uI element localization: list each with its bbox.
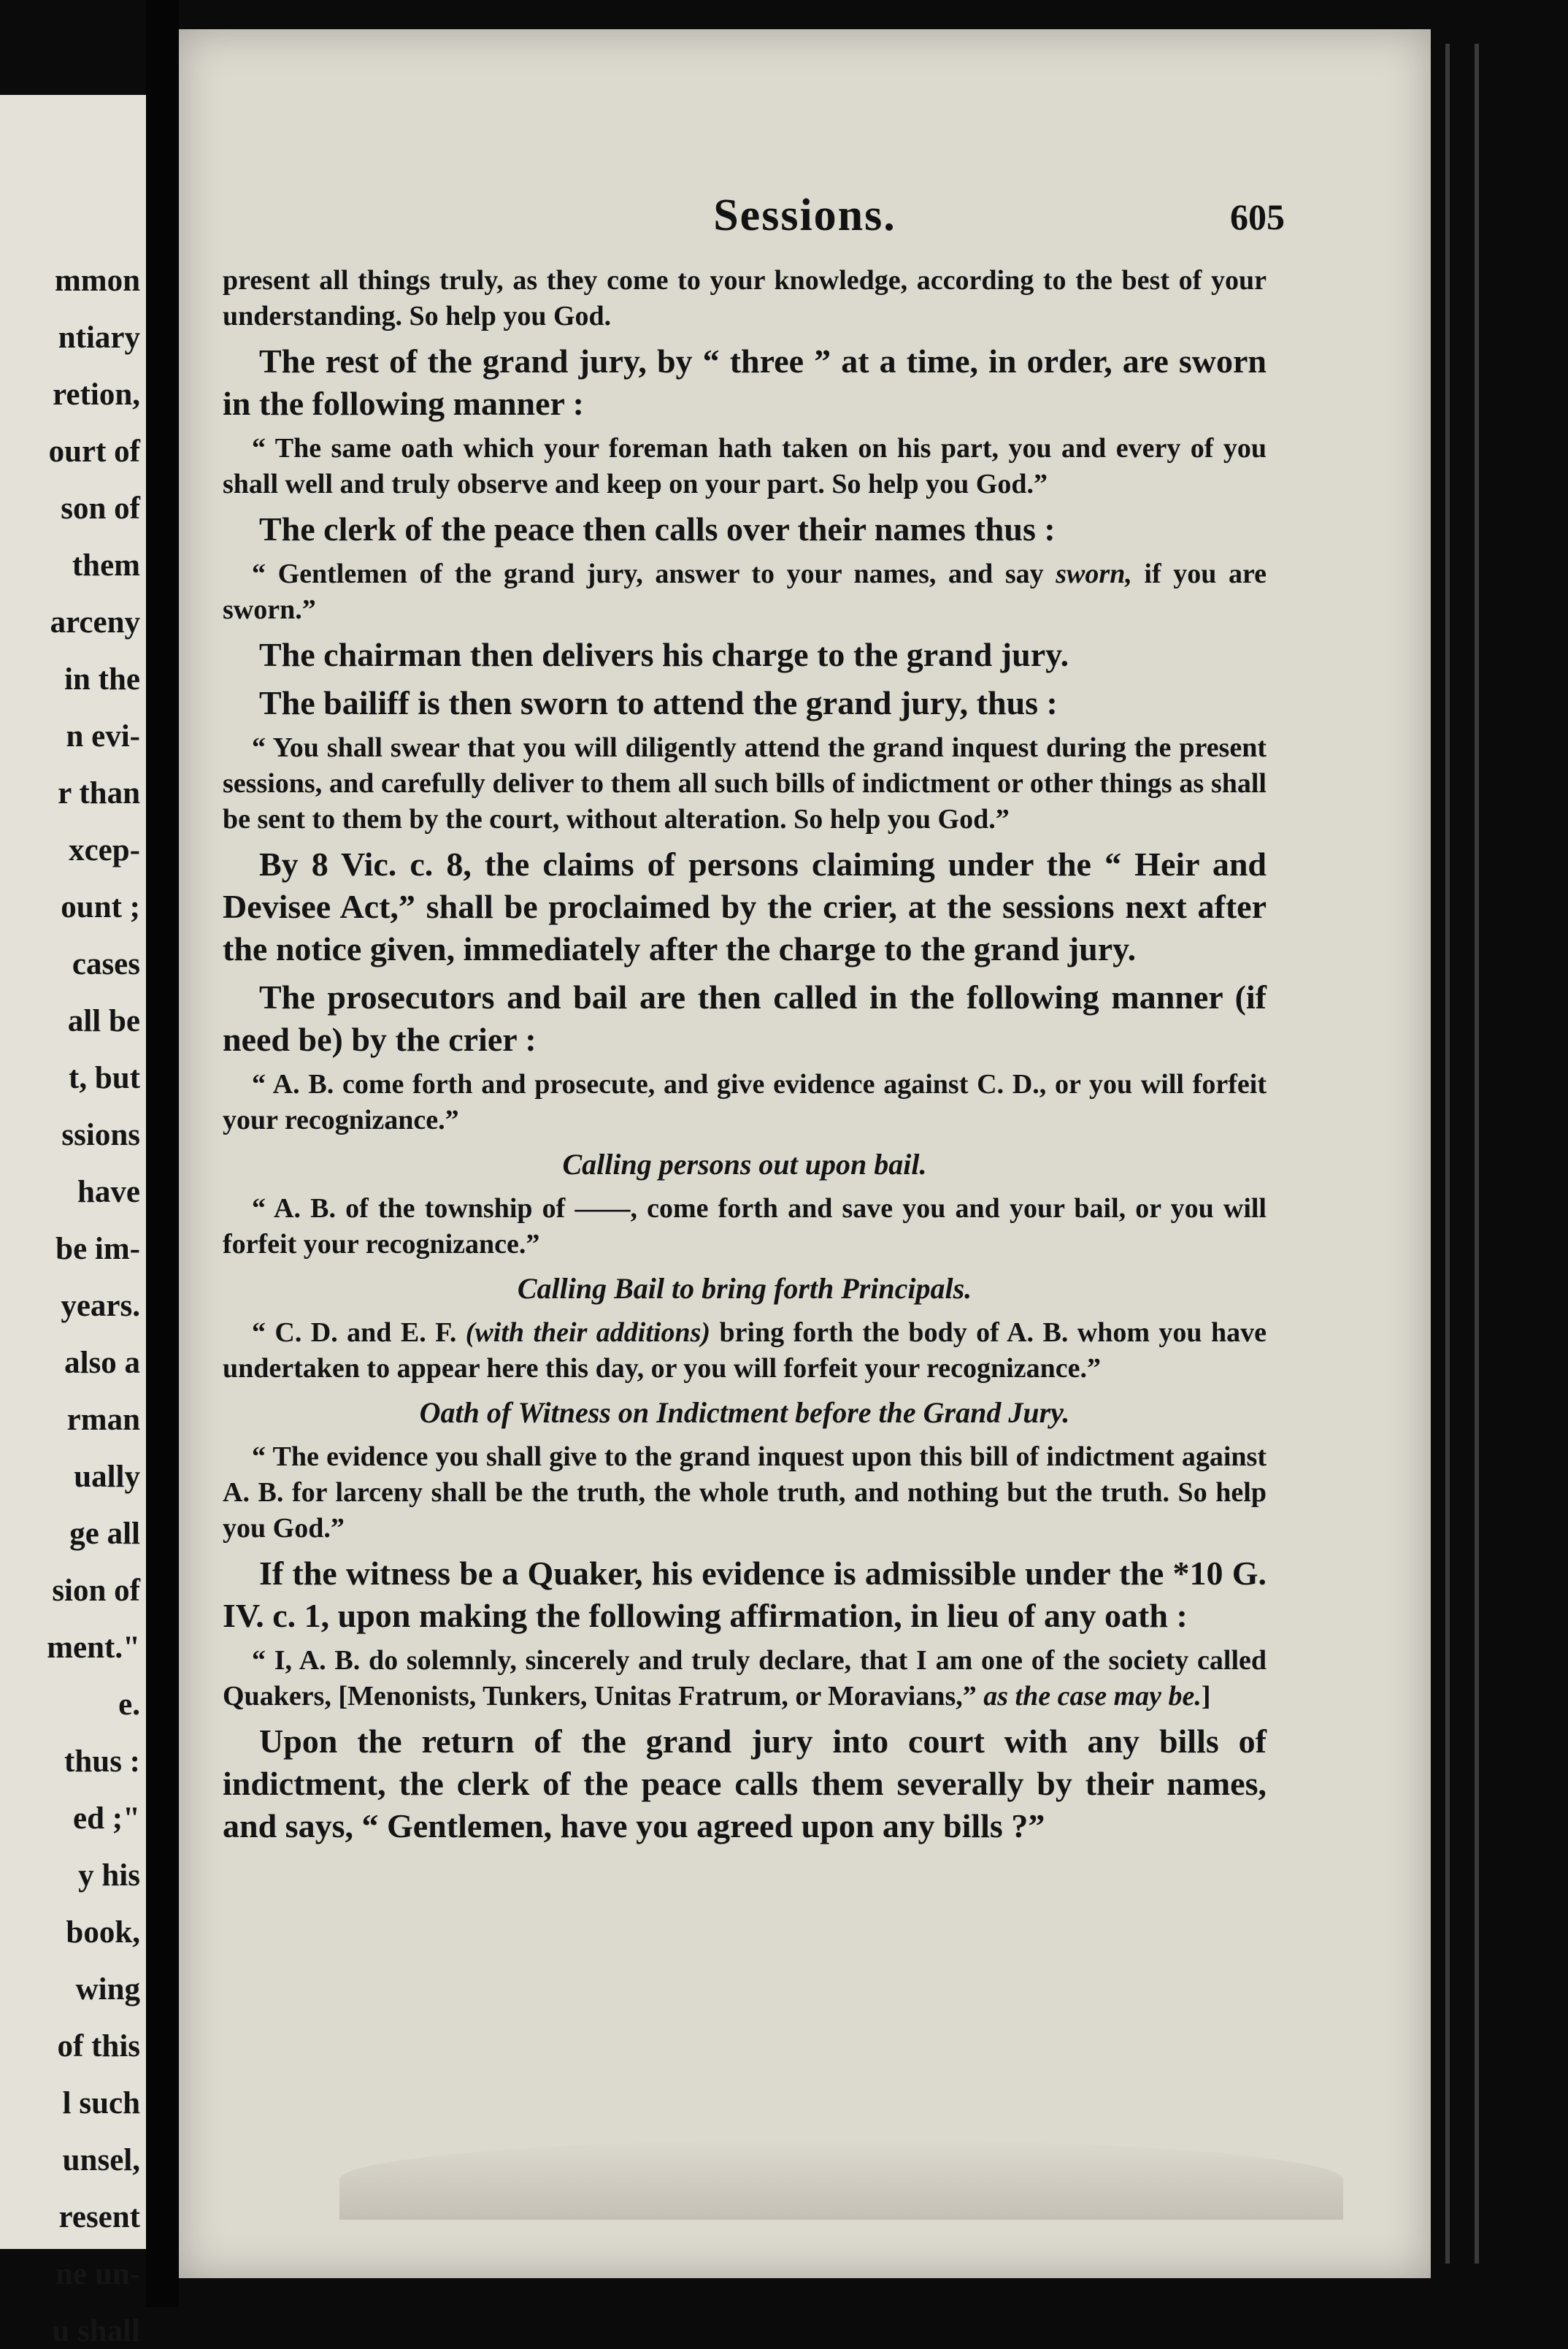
left-page-fragment: all be bbox=[67, 1004, 140, 1038]
paragraph-bailiff-oath: “ You shall swear that you will diligently attend the grand inquest during the present sessions, and carefully deliver to them all such bills of indictment or other things as shall be sent to them by the court, without alteration. So help you God.” bbox=[223, 732, 1267, 835]
left-page-fragment: ssions bbox=[61, 1118, 140, 1152]
left-page-fragment: ne un- bbox=[55, 2257, 140, 2291]
left-page-fragment: be im- bbox=[55, 1232, 140, 1266]
paragraph-bailiff-sworn: The bailiff is then sworn to attend the grand jury, thus : bbox=[259, 684, 1058, 721]
left-page-fragment: ount ; bbox=[61, 890, 140, 924]
right-page-edge bbox=[1431, 0, 1568, 2307]
page-number: 605 bbox=[1230, 196, 1285, 237]
text-column bbox=[223, 263, 1267, 1853]
right-page bbox=[179, 29, 1431, 2278]
left-page-fragment: ed ;" bbox=[73, 1801, 140, 1836]
paragraph-prosecutors-called: The prosecutors and bail are then called in the following manner (if need be) by the crier : bbox=[223, 978, 1267, 1058]
left-page-fragment: ually bbox=[74, 1460, 140, 1494]
paragraph-quaker-affirmation bbox=[223, 1643, 1267, 1714]
left-page-fragment: of this bbox=[57, 2029, 140, 2063]
left-page-fragment: also a bbox=[64, 1346, 140, 1380]
paragraph-oath-continuation: present all things truly, as they come to your knowledge, according to the best of your understanding. So help you God. bbox=[223, 265, 1267, 332]
left-page-fragment: y his bbox=[78, 1858, 140, 1893]
left-page-fragment: book, bbox=[66, 1915, 140, 1950]
left-page-fragment: r than bbox=[58, 776, 140, 811]
left-page-fragment: wing bbox=[75, 1972, 140, 2007]
left-page-fragment: ourt of bbox=[48, 434, 140, 469]
heading-calling-persons-on-bail: Calling persons out upon bail. bbox=[562, 1148, 927, 1181]
page-stain bbox=[339, 2139, 1343, 2220]
running-head: Sessions. bbox=[713, 191, 896, 240]
paragraph-chairman-charge: The chairman then delivers his charge to the grand jury. bbox=[259, 636, 1069, 673]
paragraph-answer-names bbox=[223, 556, 1267, 628]
left-page-fragment: ment." bbox=[47, 1630, 140, 1665]
left-page-fragment: xcep- bbox=[69, 833, 140, 867]
principals-end: bring forth the body of A. B. whom you have undertaken to appear here this day, or you will forfeit your recognizance.” bbox=[223, 1317, 1267, 1384]
paragraph-heir-devisee-act: By 8 Vic. c. 8, the claims of persons claiming under the “ Heir and Devisee Act,” shall be proclaimed by the crier, at the sessions next after the notice given, immediately after the charge to the grand jury. bbox=[223, 846, 1267, 967]
left-facing-page bbox=[0, 95, 146, 2348]
paragraph-prosecute-call: “ A. B. come forth and prosecute, and give evidence against C. D., or you will forfeit your recognizance.” bbox=[223, 1069, 1267, 1135]
affirmation-end: ] bbox=[1201, 1681, 1211, 1712]
left-page-fragment: e. bbox=[118, 1687, 140, 1722]
left-page-fragment: in the bbox=[64, 662, 140, 697]
left-page-fragment: n evi- bbox=[66, 719, 140, 754]
principals-italic: (with their additions) bbox=[465, 1317, 711, 1348]
paragraph-bail-call: “ A. B. of the township of ——, come forth and save you and your bail, or you will forfeit your recognizance.” bbox=[223, 1193, 1267, 1260]
left-page-fragment: u shall bbox=[52, 2314, 140, 2348]
answer-names-italic: sworn, bbox=[1056, 559, 1132, 589]
left-page-fragment: resent bbox=[58, 2200, 140, 2234]
paragraph-clerk-calls: The clerk of the peace then calls over their names thus : bbox=[259, 510, 1056, 548]
left-page-fragment: sion of bbox=[52, 1574, 140, 1608]
left-page-fragment: thus : bbox=[64, 1744, 140, 1779]
paragraph-witness-oath: “ The evidence you shall give to the grand inquest upon this bill of indictment against A. B. for larceny shall be the truth, the whole truth, and nothing but the truth. So help you God.” bbox=[223, 1441, 1267, 1544]
left-page-fragment: them bbox=[72, 548, 140, 583]
heading-oath-of-witness: Oath of Witness on Indictment before the Grand Jury. bbox=[419, 1396, 1070, 1429]
left-page-fragment: son of bbox=[61, 491, 140, 526]
paragraph-quaker-witness: If the witness be a Quaker, his evidence is admissible under the *10 G. IV. c. 1, upon making the following affirmation, in lieu of any oath : bbox=[223, 1555, 1267, 1634]
left-page-fragment: have bbox=[77, 1175, 140, 1209]
book-gutter bbox=[146, 0, 179, 2307]
left-page-fragment: unsel, bbox=[62, 2143, 140, 2177]
left-page-fragment: t, but bbox=[69, 1061, 140, 1095]
left-page-fragment: arceny bbox=[50, 605, 140, 640]
page-edge-stripe bbox=[1475, 44, 1479, 2264]
paragraph-return-of-grand-jury: Upon the return of the grand jury into court with any bills of indictment, the clerk of the peace calls them severally by their names, and says, “ Gentlemen, have you agreed upon any bills ?” bbox=[223, 1723, 1267, 1844]
left-page-fragment: ntiary bbox=[58, 321, 140, 355]
paragraph-principals-call bbox=[223, 1315, 1267, 1387]
left-page-fragment: cases bbox=[72, 947, 140, 981]
left-page-fragment: l such bbox=[62, 2086, 140, 2120]
principals-text: “ C. D. and E. F. bbox=[252, 1317, 466, 1348]
heading-calling-bail-principals: Calling Bail to bring forth Principals. bbox=[517, 1272, 972, 1305]
page-edge-stripe bbox=[1445, 44, 1450, 2264]
answer-names-end: if you are sworn.” bbox=[223, 559, 1267, 625]
affirmation-italic: as the case may be. bbox=[983, 1681, 1202, 1712]
paragraph-jury-oath: “ The same oath which your foreman hath taken on his part, you and every of you shall well and truly observe and keep on your part. So help you God.” bbox=[223, 433, 1267, 499]
left-page-fragment: years. bbox=[61, 1289, 140, 1323]
affirmation-text: “ I, A. B. do solemnly, sincerely and truly declare, that I am one of the society called Quakers, [Menonists, Tunkers, Unitas Fratrum, or Moravians,” bbox=[223, 1645, 1267, 1712]
left-page-fragment: ge all bbox=[69, 1517, 140, 1551]
left-page-fragment: retion, bbox=[53, 378, 140, 412]
left-page-fragment: rman bbox=[66, 1403, 140, 1437]
paragraph-rest-of-jury: The rest of the grand jury, by “ three ” at a time, in order, are sworn in the following manner : bbox=[223, 342, 1267, 422]
left-page-fragment: mmon bbox=[54, 264, 140, 298]
answer-names-text: “ Gentlemen of the grand jury, answer to your names, and say bbox=[252, 559, 1056, 589]
